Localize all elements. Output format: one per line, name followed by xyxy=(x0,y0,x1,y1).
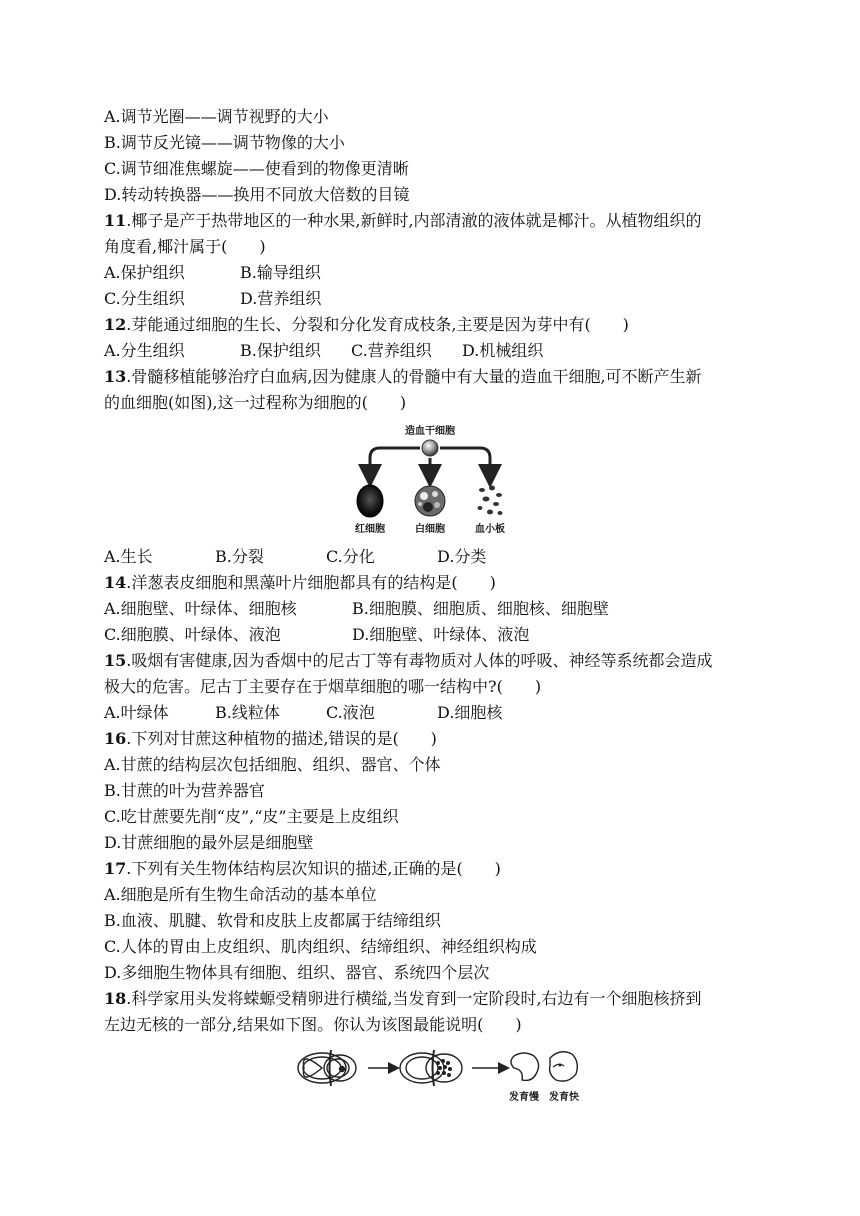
q13-option-c: C.分化 xyxy=(326,547,375,566)
q11-options-row2 xyxy=(104,286,764,312)
q13-figure xyxy=(104,416,764,544)
q14-option-a: A.细胞壁、叶绿体、细胞核 xyxy=(104,599,297,618)
q18-number: 18 xyxy=(104,989,127,1008)
q11-stem xyxy=(104,208,764,234)
platelets-icon xyxy=(478,486,503,516)
q13-stem-line1: .骨髓移植能够治疗白血病,因为健康人的骨髓中有大量的造血干细胞,可不断产生新 xyxy=(126,367,702,386)
q15-stem-line2: 极大的危害。尼古丁主要存在于烟草细胞的哪一结构中?( ) xyxy=(104,677,542,696)
q12-option-a: A.分生组织 xyxy=(104,341,185,360)
red-blood-cell-icon xyxy=(357,485,383,517)
q18-stem-line1: .科学家用头发将蝾螈受精卵进行横缢,当发育到一定阶段时,右边有一个细胞核挤到 xyxy=(126,989,702,1008)
q16-option-d: D.甘蔗细胞的最外层是细胞壁 xyxy=(104,833,314,852)
q14-stem xyxy=(104,570,764,596)
q16-option-c: C.吃甘蔗要先削“皮”,“皮”主要是上皮组织 xyxy=(104,807,399,826)
q13-stem xyxy=(104,364,764,390)
q11-options-row1 xyxy=(104,260,764,286)
q17-stem-line1: .下列有关生物体结构层次知识的描述,正确的是( ) xyxy=(126,859,501,878)
q11-stem-line2: 角度看,椰汁属于( ) xyxy=(104,237,266,256)
q15-stem xyxy=(104,648,764,674)
q14-options-row1 xyxy=(104,596,764,622)
q18-figure xyxy=(104,1038,764,1120)
q14-stem-line1: .洋葱表皮细胞和黑藻叶片细胞都具有的结构是( ) xyxy=(126,573,496,592)
q17-stem xyxy=(104,856,764,882)
q13-figure-label-wbc: 白细胞 xyxy=(415,524,445,535)
q14-option-d: D.细胞壁、叶绿体、液泡 xyxy=(352,625,530,644)
stem-cell-icon xyxy=(422,440,438,456)
q11-option-a: A.保护组织 xyxy=(104,263,185,282)
q15-number: 15 xyxy=(104,651,127,670)
arrow-to-platelet-icon xyxy=(440,448,490,476)
q14-option-b: B.细胞膜、细胞质、细胞核、细胞壁 xyxy=(352,599,609,618)
q17-number: 17 xyxy=(104,859,127,878)
q12-option-b: B.保护组织 xyxy=(240,341,321,360)
q15-option-c: C.液泡 xyxy=(326,703,375,722)
q15-option-d: D.细胞核 xyxy=(437,703,503,722)
q18-figure-label-slow: 发育慢 xyxy=(509,1092,539,1103)
q12-stem xyxy=(104,312,764,338)
salamander-egg-diagram xyxy=(104,1038,764,1120)
q11-stem-line1: .椰子是产于热带地区的一种水果,新鲜时,内部清澈的液体就是椰汁。从植物组织的 xyxy=(126,211,702,230)
q18-figure-label-fast: 发育快 xyxy=(549,1092,579,1103)
q11-option-b: B.输导组织 xyxy=(240,263,321,282)
fast-development-embryo-icon xyxy=(550,1052,578,1081)
q17-option-c: C.人体的胃由上皮组织、肌肉组织、结缔组织、神经组织构成 xyxy=(104,937,537,956)
q13-figure-label-rbc: 红细胞 xyxy=(355,524,385,535)
q13-option-d: D.分类 xyxy=(437,547,487,566)
q13-stem-line2: 的血细胞(如图),这一过程称为细胞的( ) xyxy=(104,393,407,412)
q10-option-d: D.转动转换器——换用不同放大倍数的目镜 xyxy=(104,185,410,204)
hematopoiesis-diagram xyxy=(104,416,764,544)
q16-number: 16 xyxy=(104,729,127,748)
q15-option-b: B.线粒体 xyxy=(215,703,280,722)
arrow-to-rbc-icon xyxy=(370,448,420,476)
page xyxy=(104,104,764,1120)
q18-stem xyxy=(104,986,764,1012)
white-blood-cell-icon xyxy=(415,486,445,516)
q14-option-c: C.细胞膜、叶绿体、液泡 xyxy=(104,625,281,644)
q16-stem xyxy=(104,726,764,752)
q12-option-c: C.营养组织 xyxy=(351,341,432,360)
q17-option-b: B.血液、肌腱、软骨和皮肤上皮都属于结缔组织 xyxy=(104,911,441,930)
q16-option-a: A.甘蔗的结构层次包括细胞、组织、器官、个体 xyxy=(104,755,441,774)
q13-options xyxy=(104,544,764,570)
constricted-egg-stage2-icon xyxy=(400,1050,462,1086)
q12-number: 12 xyxy=(104,315,127,334)
q15-stem-line1: .吸烟有害健康,因为香烟中的尼古丁等有毒物质对人体的呼吸、神经等系统都会造成 xyxy=(126,651,713,670)
q17-option-a: A.细胞是所有生物生命活动的基本单位 xyxy=(104,885,377,904)
q10-option-a: A.调节光圈——调节视野的大小 xyxy=(104,107,329,126)
q15-options xyxy=(104,700,764,726)
q13-option-a: A.生长 xyxy=(104,547,153,566)
q13-figure-label-platelet: 血小板 xyxy=(475,524,505,535)
q10-option-c: C.调节细准焦螺旋——使看到的物像更清晰 xyxy=(104,159,409,178)
q12-stem-line1: .芽能通过细胞的生长、分裂和分化发育成枝条,主要是因为芽中有( ) xyxy=(126,315,629,334)
q10-option-b: B.调节反光镜——调节物像的大小 xyxy=(104,133,345,152)
q15-option-a: A.叶绿体 xyxy=(104,703,169,722)
q13-figure-top-label: 造血干细胞 xyxy=(405,426,455,437)
q11-number: 11 xyxy=(104,211,127,230)
q16-stem-line1: .下列对甘蔗这种植物的描述,错误的是( ) xyxy=(126,729,437,748)
q12-option-d: D.机械组织 xyxy=(462,341,544,360)
q18-stem-line2: 左边无核的一部分,结果如下图。你认为该图最能说明( ) xyxy=(104,1015,522,1034)
dividing-cells-icon xyxy=(436,1059,452,1077)
q12-options xyxy=(104,338,764,364)
constricted-egg-stage1-icon xyxy=(298,1050,356,1086)
q17-option-d: D.多细胞生物体具有细胞、组织、器官、系统四个层次 xyxy=(104,963,490,982)
q13-option-b: B.分裂 xyxy=(215,547,264,566)
q16-option-b: B.甘蔗的叶为营养器官 xyxy=(104,781,265,800)
q11-option-c: C.分生组织 xyxy=(104,289,185,308)
slow-development-embryo-icon xyxy=(511,1053,539,1080)
q11-option-d: D.营养组织 xyxy=(240,289,322,308)
q14-options-row2 xyxy=(104,622,764,648)
q13-number: 13 xyxy=(104,367,127,386)
q14-number: 14 xyxy=(104,573,127,592)
